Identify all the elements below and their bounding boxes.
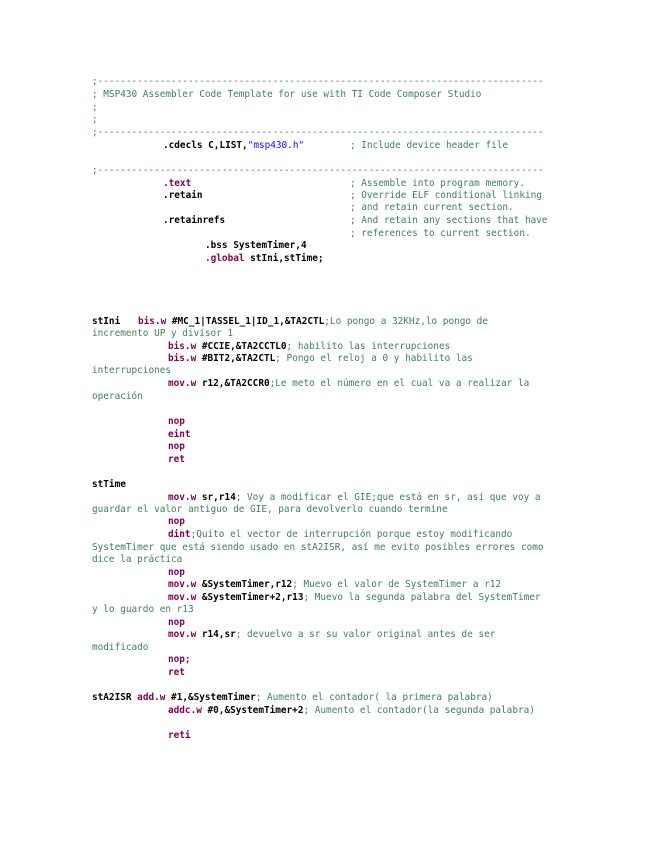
stTime-args-4: r14,sr <box>196 629 236 640</box>
stTime-line-2 <box>168 579 501 591</box>
stA2ISR-reti: reti <box>168 730 191 741</box>
stTime-nop-3: nop <box>168 617 185 628</box>
stTime-comment-4: ; devuelvo a sr su valor original antes de ser <box>235 629 496 640</box>
retain-comment: ; Override ELF conditional linking <box>350 190 542 201</box>
stIni-comment-2: ; habilito las interrupciones <box>286 341 451 352</box>
stTime-line-3 <box>168 592 541 604</box>
stTime-dint-cont-1: SystemTimer que está siendo usado en stA2ISR, así me evito posibles errores como <box>92 542 544 553</box>
header-title: ; MSP430 Assembler Code Template for use with TI Code Composer Studio <box>92 89 482 100</box>
stIni-comment-4: ;Le meto el número en el cual va a realizar la <box>269 378 530 389</box>
stTime-dint-cont-2: dice la práctica <box>92 554 183 565</box>
cdecls-line <box>163 140 304 152</box>
header-rule-bottom: ;------------------------------------------------------------------------------- <box>92 165 544 176</box>
retainrefs-directive: .retainrefs <box>163 215 226 226</box>
stTime-comment-1: ; Voy a modificar el GIE;que está en sr, así que voy a <box>235 492 541 503</box>
stIni-line-3 <box>168 353 473 365</box>
stIni-args-2: #CCIE,&TA2CCTL0 <box>196 341 287 352</box>
stTime-args-2: &SystemTimer,r12 <box>196 579 293 590</box>
stTime-dint-comment: ;Quito el vector de interrupción porque estoy modificando <box>190 529 513 540</box>
stTime-dint: dint <box>168 529 191 540</box>
stTime-nop-1: nop <box>168 516 185 527</box>
stIni-comment-3-cont: interrupciones <box>92 365 172 376</box>
stIni-line-4 <box>168 378 529 390</box>
label-stA2ISR: stA2ISR <box>92 692 132 703</box>
stTime-comment-3: ; Muevo la segunda palabra del SystemTimer <box>303 592 541 603</box>
stTime-ret: ret <box>168 667 185 678</box>
stTime-comment-1-cont: guardar el valor antiguo de GIE, para devolverlo cuando termine <box>92 504 448 515</box>
stIni-args-1: #MC_1|TASSEL_1|ID_1,&TA2CTL <box>166 316 325 327</box>
stTime-comment-2: ; Muevo el valor de SystemTimer a r12 <box>292 579 502 590</box>
stTime-dint-line <box>168 529 512 541</box>
stIni-nop: nop <box>168 416 185 427</box>
stTime-nop-4: nop; <box>168 654 191 665</box>
global-args: stIni,stTime; <box>244 253 324 264</box>
cdecls-directive: .cdecls C,LIST, <box>163 140 248 151</box>
stA2ISR-args-1: #1,&SystemTimer <box>165 692 256 703</box>
stTime-comment-3-cont: y lo guardo en r13 <box>92 604 194 615</box>
stTime-nop-2: nop <box>168 567 185 578</box>
stIni-op-3: bis.w <box>168 353 197 364</box>
stIni-comment-4-cont: operación <box>92 391 143 402</box>
stIni-eint: eint <box>168 429 191 440</box>
stIni-comment-1-cont: incremento UP y divisor 1 <box>92 328 234 339</box>
text-directive: .text <box>163 178 192 189</box>
stIni-comment-3: ; Pongo el reloj a 0 y habilito las <box>275 353 473 364</box>
stA2ISR-comment-2: ; Aumento el contador(la segunda palabra) <box>303 705 535 716</box>
stA2ISR-op-1: add.w <box>137 692 166 703</box>
header-rule-mid: ;------------------------------------------------------------------------------- <box>92 127 544 138</box>
label-stIni: stIni <box>92 316 121 327</box>
global-keyword: .global <box>205 253 245 264</box>
stA2ISR-line-1 <box>92 692 493 704</box>
stTime-args-1: sr,r14 <box>196 492 236 503</box>
stA2ISR-line-2 <box>168 705 535 717</box>
stA2ISR-comment-1: ; Aumento el contador( la primera palabra) <box>255 692 493 703</box>
stTime-op-3: mov.w <box>168 592 197 603</box>
header-blank-2: ; <box>92 114 98 125</box>
stIni-line-2 <box>168 341 450 353</box>
stIni-args-4: r12,&TA2CCR0 <box>196 378 270 389</box>
stTime-op-1: mov.w <box>168 492 197 503</box>
label-stTime: stTime <box>92 479 126 490</box>
global-line <box>205 253 324 265</box>
stTime-op-2: mov.w <box>168 579 197 590</box>
header-blank-1: ; <box>92 102 98 113</box>
stIni-op-2: bis.w <box>168 341 197 352</box>
stA2ISR-op-2: addc.w <box>168 705 202 716</box>
stA2ISR-args-2: #0,&SystemTimer+2 <box>201 705 304 716</box>
retain-directive: .retain <box>163 190 203 201</box>
stIni-ret: ret <box>168 454 185 465</box>
stTime-line-4 <box>168 629 495 641</box>
stTime-comment-4-cont: modificado <box>92 642 149 653</box>
stTime-op-4: mov.w <box>168 629 197 640</box>
header-rule-top: ;------------------------------------------------------------------------------- <box>92 76 544 87</box>
text-comment: ; Assemble into program memory. <box>350 178 525 189</box>
stIni-nop-2: nop <box>168 441 185 452</box>
retainrefs-comment-2: ; references to current section. <box>350 228 531 239</box>
stTime-line-1 <box>168 492 541 504</box>
cdecls-file: "msp430.h" <box>247 140 305 151</box>
bss-directive: .bss SystemTimer,4 <box>205 240 307 251</box>
stIni-args-3: #BIT2,&TA2CTL <box>196 353 276 364</box>
stIni-comment-1: ;Lo pongo a 32KHz,lo pongo de <box>324 316 488 327</box>
stTime-args-3: &SystemTimer+2,r13 <box>196 592 304 603</box>
cdecls-comment: ; Include device header file <box>350 140 509 151</box>
retainrefs-comment: ; And retain any sections that have <box>350 215 548 226</box>
stIni-op-1: bis.w <box>138 316 167 327</box>
stIni-line-1 <box>138 316 488 328</box>
retain-comment-2: ; and retain current section. <box>350 202 514 213</box>
stIni-op-4: mov.w <box>168 378 197 389</box>
